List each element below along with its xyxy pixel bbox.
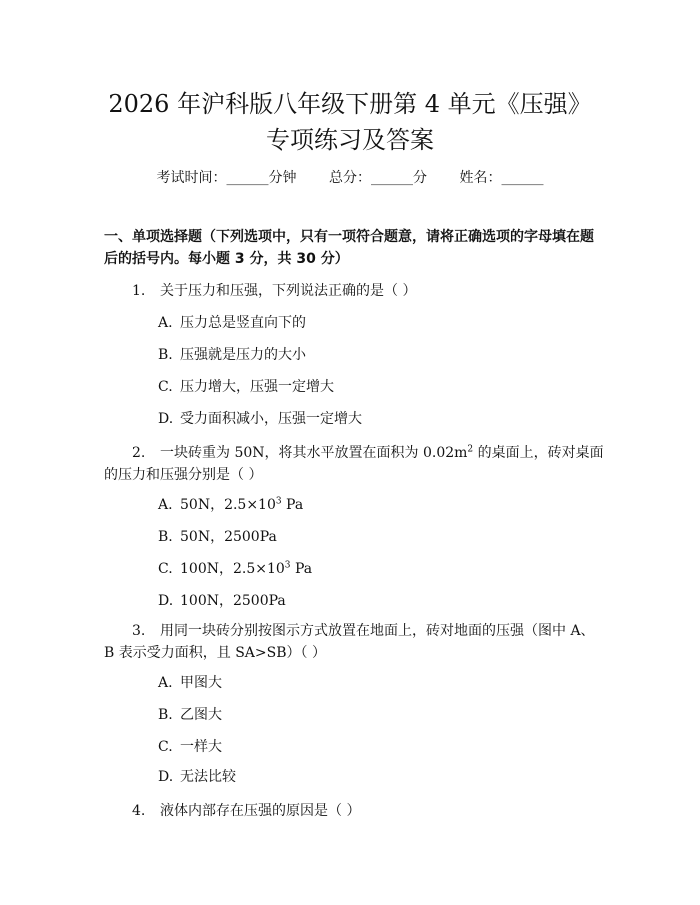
question-1-option-b [158, 344, 598, 366]
option-label: A. [158, 315, 173, 331]
option-text-part-1: 100N，2.5×10 [180, 561, 285, 577]
question-1-option-c [158, 376, 598, 398]
question-2-option-d [158, 590, 598, 612]
question-1-option-d [158, 408, 598, 430]
exam-info-row [40, 168, 660, 188]
question-2-option-c [158, 558, 598, 580]
question-number: 1. [132, 283, 146, 299]
document-title-line-1: 2026 年沪科版八年级下册第 4 单元《压强》 [108, 90, 592, 118]
question-number: 2. [132, 445, 146, 461]
section-heading-single-choice: 一、单项选择题（下列选项中，只有一项符合题意，请将正确选项的字母填在题后的括号内。每小题 3 分，共 30 分） [104, 229, 594, 267]
option-text: 甲图大 [180, 675, 222, 691]
question-3-option-d [158, 766, 598, 788]
question-number: 4. [132, 803, 146, 819]
option-label: C. [158, 561, 173, 577]
total-score-field: 总分：______分 [329, 170, 427, 186]
option-label: B. [158, 707, 173, 723]
option-label: C. [158, 379, 173, 395]
student-name-field: 姓名：______ [459, 170, 544, 186]
option-text: 压力增大，压强一定增大 [180, 379, 334, 395]
question-text: 液体内部存在压强的原因是（ ） [160, 803, 361, 819]
superscript: 3 [275, 496, 282, 507]
option-text-part-1: 50N，2.5×10 [180, 497, 276, 513]
superscript: 2 [467, 444, 474, 455]
exam-time-field: 考试时间：______分钟 [156, 170, 297, 186]
question-text-part-1: 一块砖重为 50N，将其水平放置在面积为 0.02m [160, 445, 468, 461]
question-1 [104, 280, 604, 302]
question-4 [104, 800, 604, 822]
option-text: 一样大 [180, 739, 222, 755]
option-label: D. [158, 411, 174, 427]
question-3-option-a [158, 672, 598, 694]
question-number: 3. [132, 623, 146, 639]
option-label: C. [158, 739, 173, 755]
question-3 [104, 620, 604, 664]
option-text: 受力面积减小，压强一定增大 [180, 411, 362, 427]
question-text-part-2: 的桌面上，砖对桌面的压力和压强分别是（ ） [104, 445, 604, 483]
option-label: D. [158, 769, 174, 785]
question-2-option-a [158, 494, 598, 516]
option-text: 100N，2500Pa [180, 593, 286, 609]
option-text: 无法比较 [180, 769, 236, 785]
option-label: D. [158, 593, 174, 609]
option-label: A. [158, 497, 173, 513]
option-text: 压力总是竖直向下的 [180, 315, 306, 331]
option-label: B. [158, 347, 173, 363]
question-2-option-b [158, 526, 598, 548]
option-text-part-2: Pa [281, 497, 304, 513]
option-text: 压强就是压力的大小 [180, 347, 306, 363]
question-text: 关于压力和压强，下列说法正确的是（ ） [160, 283, 417, 299]
question-1-option-a [158, 312, 598, 334]
question-2 [104, 442, 604, 486]
question-text: 用同一块砖分别按图示方式放置在地面上，砖对地面的压强（图中 A、B 表示受力面积，且 SA>SB）（ ） [104, 623, 595, 661]
option-text-part-2: Pa [290, 561, 313, 577]
superscript: 3 [284, 560, 291, 571]
question-3-option-c [158, 736, 598, 758]
option-text: 乙图大 [180, 707, 222, 723]
option-text: 50N，2500Pa [180, 529, 277, 545]
question-3-option-b [158, 704, 598, 726]
option-label: A. [158, 675, 173, 691]
document-title-line-2: 专项练习及答案 [266, 126, 434, 154]
option-label: B. [158, 529, 173, 545]
